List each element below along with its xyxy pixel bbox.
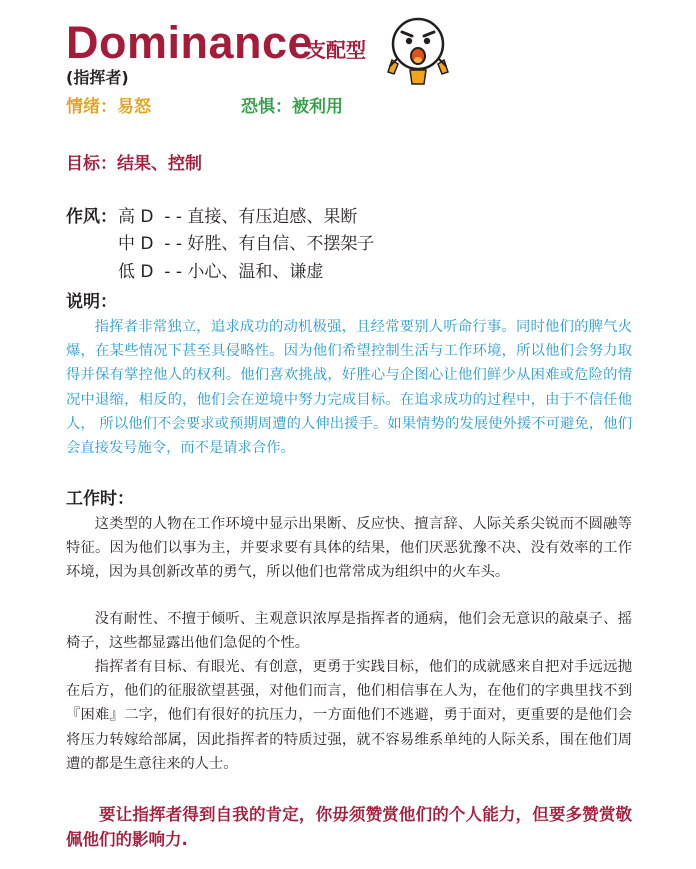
style-line-high: 高 D - - 直接、有压迫感、果断 bbox=[118, 207, 358, 227]
emotion-label: 情绪：易怒 bbox=[66, 97, 151, 117]
closing-advice: 要让指挥者得到自我的肯定，你毋须赞赏他们的个人能力，但要多赞赏敬佩他们的影响力. bbox=[66, 805, 632, 849]
shouting-face-icon bbox=[386, 14, 450, 86]
work-heading: 工作时： bbox=[66, 489, 134, 509]
style-line-low: 低 D - - 小心、温和、谦虚 bbox=[118, 262, 324, 282]
work-paragraph: 这类型的人物在工作环境中显示出果断、反应快、擅言辞、人际关系尖锐而不圆融等特征。因为他们以事为主，并要求要有具体的结果，他们厌恶犹豫不决、没有效率的工作环境，因为具创新改革的勇气，所以他们也常常成为组织中的火车头。 bbox=[66, 516, 632, 581]
page-title: Dominance bbox=[66, 17, 314, 68]
work-paragraph: 指挥者有目标、有眼光、有创意，更勇于实践目标，他们的成就感来自把对手远远抛在后方，他们的征服欲望甚强，对他们而言，他们相信事在人为，在他们的字典里找不到『困难』二字，他们有很好的抗压力，一方面他们不逃避，勇于面对，更重要的是他们会将压力转嫁给部属，因此指挥者的特质过强，就不容易维系单纯的人际关系，围在他们周遭的都是生意往来的人士。 bbox=[66, 659, 632, 772]
work-paragraph: 没有耐性、不擅于倾听、主观意识浓厚是指挥者的通病，他们会无意识的敲桌子、摇椅子，这些都显露出他们急促的个性。 bbox=[66, 611, 632, 652]
page-title-chinese: 支配型 bbox=[306, 38, 366, 62]
goal-label: 目标：结果、控制 bbox=[66, 154, 202, 174]
page-subtitle: (指挥者) bbox=[66, 68, 129, 87]
explanation-heading: 说明： bbox=[66, 292, 117, 312]
style-line-medium: 中 D - - 好胜、有自信、不摆架子 bbox=[118, 234, 375, 254]
explanation-paragraph: 指挥者非常独立，追求成功的动机极强，且经常要别人听命行事。同时他们的脾气火爆，在某些情况下甚至具侵略性。因为他们希望控制生活与工作环境，所以他们会努力取得并保有掌控他人的权利。他们喜欢挑战，好胜心与企图心让他们鲜少从困难或危险的情况中退缩，相反的，他们会在逆境中努力完成目标。在追求成功的过程中，由于不信任他人， 所以他们不会要求或预期周遭的人伸出援手。如果情势的发展使外援不可避免，他们会直接发号施令，而不是请求合作。 bbox=[66, 319, 632, 457]
style-heading: 作风： bbox=[66, 207, 117, 227]
fear-label: 恐惧：被利用 bbox=[241, 97, 343, 117]
